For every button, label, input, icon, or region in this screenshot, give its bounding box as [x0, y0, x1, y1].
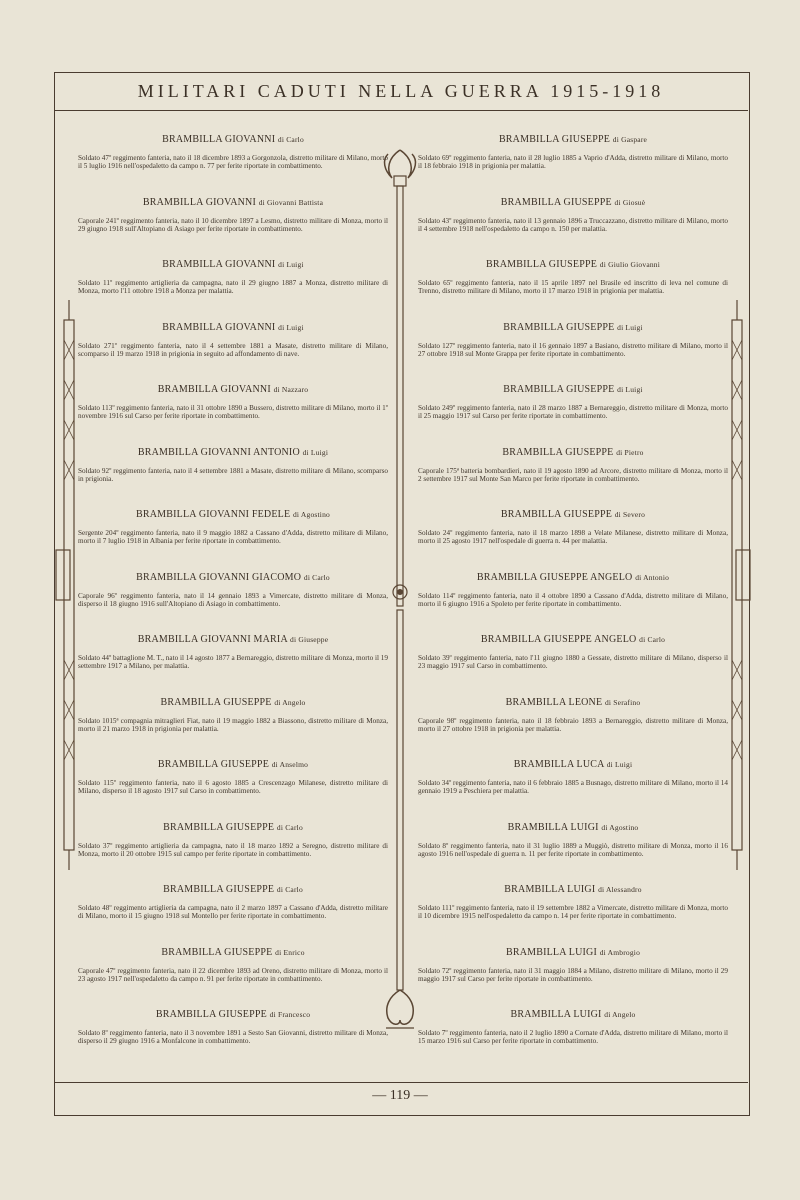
memorial-entry	[418, 197, 728, 234]
entry-description: Soldato 127º reggimento fanteria, nato il 16 gennaio 1897 a Basiano, distretto militare di Milano, morto il 27 ottobre 1918 sul Monte Grappa per ferite riportate in combattimento.	[418, 341, 728, 358]
memorial-entry	[78, 384, 388, 421]
entry-parent: di Carlo	[276, 822, 303, 832]
entry-parent: di Carlo	[276, 885, 303, 894]
entry-description: Soldato 1015ª compagnia mitraglieri Fiat, nato il 19 maggio 1882 a Biassono, distretto militare di Monza, morto il 21 marzo 1918 in prigionia per malattia.	[78, 716, 388, 733]
footer-rule	[54, 1082, 748, 1083]
entry-name	[78, 947, 388, 958]
memorial-entry	[418, 259, 728, 296]
entry-parent: di Anselmo	[271, 760, 309, 769]
memorial-entry	[78, 509, 388, 546]
entry-surname: BRAMBILLA GIUSEPPE	[160, 696, 275, 708]
entry-surname: BRAMBILLA GIUSEPPE	[500, 196, 615, 208]
entry-parent: di Carlo	[277, 135, 304, 144]
entry-surname: BRAMBILLA GIOVANNI	[162, 134, 278, 145]
entry-description: Soldato 8º reggimento fanteria, nato il 31 luglio 1889 a Muggiò, distretto militare di Monza, morto il 16 agosto 1916 nell'ospedale di guerra n. 11 per ferite riportate in combattimento.	[418, 841, 728, 858]
entry-description: Soldato 43º reggimento fanteria, nato il 13 gennaio 1896 a Truccazzano, distretto militare di Milano, morto il 4 settembre 1918 nell'ospedaletto da campo n. 150 per malattia.	[418, 216, 728, 233]
entry-description: Soldato 115º reggimento fanteria, nato il 6 agosto 1885 a Crescenzago Milanese, distretto militare di Milano, disperso il 18 agosto 1917 sul Carso in combattimento.	[78, 779, 388, 796]
entry-surname: BRAMBILLA LUCA	[513, 759, 607, 770]
memorial-entry	[78, 884, 388, 921]
memorial-entry	[418, 322, 728, 359]
entry-surname: BRAMBILLA LUIGI	[504, 884, 599, 895]
entry-description: Soldato 113º reggimento fanteria, nato il 31 ottobre 1890 a Bussero, distretto militare di Milano, morto il 1º novembre 1916 sul Carso per ferite riportate in combattimento.	[78, 404, 388, 421]
entry-surname: BRAMBILLA GIOVANNI ANTONIO	[137, 446, 303, 458]
entry-name	[78, 572, 388, 583]
entry-surname: BRAMBILLA GIOVANNI	[142, 196, 259, 208]
entry-parent: di Agostino	[601, 822, 639, 832]
entry-name	[78, 447, 388, 458]
entry-description: Caporale 175ª batteria bombardieri, nato il 19 agosto 1890 ad Arcore, distretto militare di Monza, morto il 2 settembre 1917 sul Monte San Marco per ferite riportate in combattimento.	[418, 466, 728, 483]
entry-surname: BRAMBILLA LUIGI	[507, 821, 602, 833]
entry-name	[78, 197, 388, 208]
entry-surname: BRAMBILLA GIUSEPPE	[161, 946, 276, 958]
entry-name	[78, 822, 388, 833]
entry-parent: di Alessandro	[598, 885, 642, 894]
entry-description: Soldato 37º reggimento artiglieria da campagna, nato il 18 marzo 1892 a Seregno, distretto militare di Monza, morto il 20 ottobre 1915 sul campo per ferite riportate in combattimento.	[78, 841, 388, 858]
entry-description: Sergente 204º reggimento fanteria, nato il 9 maggio 1882 a Cassano d'Adda, distretto militare di Milano, morto il 7 luglio 1918 in Albania per ferite riportate in combattimento.	[78, 529, 388, 546]
memorial-entry	[78, 1009, 388, 1046]
entry-parent: di Giulio Giovanni	[599, 260, 661, 269]
entry-parent: di Luigi	[302, 447, 329, 457]
entry-description: Soldato 65º reggimento fanteria, nato il 15 aprile 1897 nel Brasile ed inscritto di leva nel comune di Trenno, distretto militare di Milano, morto il 17 marzo 1918 in prigionia per malattia.	[418, 279, 728, 296]
entry-description: Soldato 271º reggimento fanteria, nato il 4 settembre 1881 a Masate, distretto militare di Milano, scomparso il 19 marzo 1918 in prigionia in seguito ad affondamento di nave.	[78, 341, 388, 358]
entry-parent: di Angelo	[604, 1010, 636, 1019]
entry-parent: di Pietro	[616, 447, 644, 457]
memorial-entry	[418, 447, 728, 484]
entry-surname: BRAMBILLA GIUSEPPE	[155, 1009, 270, 1020]
entry-parent: di Luigi	[278, 260, 304, 269]
entry-parent: di Ambrogio	[599, 947, 641, 957]
entry-description: Soldato 48º reggimento artiglieria da campagna, nato il 2 marzo 1897 a Cassano d'Adda, distretto militare di Milano, morto il 15 giugno 1918 sul Montello per ferite riportate in combattimento.	[78, 904, 388, 921]
entry-surname: BRAMBILLA GIUSEPPE	[485, 259, 600, 270]
memorial-entry	[418, 384, 728, 421]
entry-name	[78, 134, 388, 145]
entry-surname: BRAMBILLA GIOVANNI	[162, 259, 279, 270]
entry-description: Caporale 96º reggimento fanteria, nato il 14 gennaio 1893 a Vimercate, distretto militare di Monza, disperso il 18 giugno 1916 sull'Altopiano di Asiago in combattimento.	[78, 591, 388, 608]
entry-description: Soldato 7º reggimento fanteria, nato il 2 luglio 1890 a Cornate d'Adda, distretto militare di Milano, morto il 15 marzo 1916 sul Carso per ferite riportate in combattimento.	[418, 1029, 728, 1046]
entry-description: Soldato 47º reggimento fanteria, nato il 18 dicembre 1893 a Gorgonzola, distretto militare di Milano, morto il 5 luglio 1916 nell'ospedaletto da campo n. 77 per ferite riportate in combattimento.	[78, 154, 388, 171]
memorial-entry	[418, 1009, 728, 1046]
entry-name	[418, 197, 728, 208]
entry-surname: BRAMBILLA LUIGI	[505, 946, 600, 958]
memorial-entry	[78, 447, 388, 484]
entry-name	[418, 1009, 728, 1020]
entry-description: Soldato 11º reggimento artiglieria da campagna, nato il 29 giugno 1887 a Monza, distretto militare di Monza, morto l'11 ottobre 1918 a Monza per malattia.	[78, 279, 388, 296]
memorial-entry	[78, 947, 388, 984]
memorial-entry	[78, 259, 388, 296]
entry-name	[418, 447, 728, 458]
entry-name	[78, 384, 388, 395]
memorial-entry	[78, 697, 388, 734]
entry-description: Soldato 8º reggimento fanteria, nato il 3 novembre 1891 a Sesto San Giovanni, distretto militare di Monza, disperso il 29 giugno 1916 a Monfalcone in combattimento.	[78, 1029, 388, 1046]
entry-description: Soldato 249º reggimento fanteria, nato il 28 marzo 1887 a Bernareggio, distretto militare di Monza, morto il 25 maggio 1917 sul Carso per ferite riportate in combattimento.	[418, 404, 728, 421]
entry-surname: BRAMBILLA GIUSEPPE ANGELO	[476, 571, 636, 583]
entry-parent: di Severo	[614, 510, 646, 519]
entry-name	[418, 759, 728, 770]
entry-surname: BRAMBILLA GIUSEPPE	[163, 884, 277, 895]
entry-surname: BRAMBILLA GIOVANNI FEDELE	[136, 509, 293, 520]
entry-surname: BRAMBILLA GIUSEPPE	[503, 321, 618, 333]
entry-name	[418, 884, 728, 895]
entry-surname: BRAMBILLA GIOVANNI GIACOMO	[136, 571, 304, 583]
memorial-entry	[418, 134, 728, 171]
entry-parent: di Luigi	[617, 322, 643, 332]
entry-surname: BRAMBILLA GIUSEPPE	[503, 384, 618, 395]
entry-name	[418, 322, 728, 333]
memorial-entry	[418, 822, 728, 859]
entry-surname: BRAMBILLA GIOVANNI	[162, 321, 279, 333]
memorial-entry	[418, 634, 728, 671]
entry-surname: BRAMBILLA LUIGI	[510, 1009, 605, 1020]
entry-surname: BRAMBILLA GIUSEPPE	[157, 759, 272, 770]
entry-name	[78, 759, 388, 770]
entry-description: Caporale 47º reggimento fanteria, nato il 22 dicembre 1893 ad Oreno, distretto militare di Monza, morto il 23 agosto 1917 nell'ospedaletto da campo n. 91 per ferite riportate in combattimento.	[78, 966, 388, 983]
entry-surname: BRAMBILLA GIUSEPPE	[163, 821, 277, 833]
entry-parent: di Giovanni Battista	[258, 197, 324, 207]
entry-name	[418, 822, 728, 833]
entry-name	[418, 634, 728, 645]
entry-name	[418, 947, 728, 958]
entry-description: Soldato 72º reggimento fanteria, nato il 31 maggio 1884 a Milano, distretto militare di Milano, morto il 29 maggio 1917 sul Carso per ferite riportate in combattimento.	[418, 966, 728, 983]
entry-surname: BRAMBILLA GIUSEPPE	[500, 509, 615, 520]
entry-surname: BRAMBILLA GIUSEPPE	[498, 134, 613, 145]
memorial-entry	[78, 572, 388, 609]
entry-name	[418, 134, 728, 145]
entry-parent: di Carlo	[303, 572, 330, 582]
entry-name	[78, 697, 388, 708]
page-number: — 119 —	[372, 1088, 428, 1103]
entry-name	[418, 509, 728, 520]
entry-parent: di Carlo	[639, 635, 666, 644]
entry-description: Soldato 111º reggimento fanteria, nato il 19 settembre 1882 a Vimercate, distretto militare di Monza, morto il 10 dicembre 1915 nell'ospedaletto da campo n. 14 per ferite riportate in combattimento.	[418, 904, 728, 921]
memorial-entry	[418, 572, 728, 609]
entry-parent: di Giosuè	[614, 197, 646, 207]
entry-parent: di Francesco	[269, 1010, 311, 1019]
memorial-entry	[78, 322, 388, 359]
entry-description: Caporale 241º reggimento fanteria, nato il 10 dicembre 1897 a Lesmo, distretto militare di Monza, morto il 29 giugno 1918 sull'Altopiano di Asiago per ferite riportate in combattimento.	[78, 216, 388, 233]
memorial-entry	[78, 134, 388, 171]
memorial-entry	[418, 509, 728, 546]
page-header	[54, 72, 748, 111]
entry-surname: BRAMBILLA LEONE	[505, 696, 605, 708]
memorial-entry	[78, 197, 388, 234]
entry-description: Soldato 39º reggimento fanteria, nato l'11 giugno 1880 a Gessate, distretto militare di Milano, disperso il 23 maggio 1917 sul Carso in combattimento.	[418, 654, 728, 671]
entry-description: Soldato 34º reggimento fanteria, nato il 6 febbraio 1885 a Busnago, distretto militare di Milano, morto il 14 gennaio 1919 a Peschiera per malattia.	[418, 779, 728, 796]
entry-parent: di Serafino	[604, 697, 641, 707]
entry-parent: di Angelo	[274, 697, 306, 707]
memorial-entry	[78, 822, 388, 859]
entry-name	[78, 634, 388, 645]
entry-parent: di Agostino	[292, 510, 330, 519]
memorial-entry	[418, 759, 728, 796]
entry-parent: di Gaspare	[612, 135, 648, 144]
entry-description: Soldato 69º reggimento fanteria, nato il 28 luglio 1885 a Vaprio d'Adda, distretto militare di Milano, morto il 18 febbraio 1918 in prigionia per malattia.	[418, 154, 728, 171]
entry-name	[78, 322, 388, 333]
entry-description: Soldato 92º reggimento fanteria, nato il 4 settembre 1881 a Masate, distretto militare di Milano, scomparso in prigionia.	[78, 466, 388, 483]
entry-name	[418, 697, 728, 708]
entry-name	[78, 884, 388, 895]
entry-description: Soldato 44º battaglione M. T., nato il 14 agosto 1877 a Bernareggio, distretto militare di Monza, morto il 19 settembre 1917 a Milano, per malattia.	[78, 654, 388, 671]
memorial-entry	[418, 884, 728, 921]
memorial-entry	[418, 947, 728, 984]
entry-name	[418, 259, 728, 270]
page-title: MILITARI CADUTI NELLA GUERRA 1915-1918	[137, 80, 665, 101]
entry-surname: BRAMBILLA GIOVANNI	[157, 384, 274, 395]
entry-parent: di Luigi	[278, 322, 304, 332]
entry-parent: di Enrico	[275, 947, 305, 957]
entry-name	[418, 384, 728, 395]
memorial-entry	[78, 634, 388, 671]
entry-name	[78, 259, 388, 270]
entry-description: Caporale 98º reggimento fanteria, nato il 18 febbraio 1893 a Bernareggio, distretto militare di Monza, morto il 27 ottobre 1918 in prigionia per malattia.	[418, 716, 728, 733]
entry-parent: di Antonio	[635, 572, 670, 582]
entry-parent: di Luigi	[617, 385, 643, 394]
entry-name	[78, 509, 388, 520]
memorial-entry	[78, 759, 388, 796]
entry-name	[78, 1009, 388, 1020]
entry-parent: di Nazzaro	[273, 385, 309, 394]
entry-name	[418, 572, 728, 583]
entry-parent: di Giuseppe	[290, 635, 329, 644]
entry-parent: di Luigi	[606, 760, 633, 769]
entry-description: Soldato 114º reggimento fanteria, nato il 4 ottobre 1890 a Cassano d'Adda, distretto militare di Milano, morto il 6 giugno 1916 a Spoleto per ferite riportate in combattimento.	[418, 591, 728, 608]
entry-surname: BRAMBILLA GIUSEPPE ANGELO	[480, 634, 640, 645]
entry-surname: BRAMBILLA GIOVANNI MARIA	[137, 634, 291, 645]
entry-surname: BRAMBILLA GIUSEPPE	[502, 446, 617, 458]
memorial-entry	[418, 697, 728, 734]
entry-description: Soldato 24º reggimento fanteria, nato il 18 marzo 1898 a Velate Milanese, distretto militare di Monza, morto il 25 agosto 1917 nell'ospedale di guerra n. 44 per malattia.	[418, 529, 728, 546]
